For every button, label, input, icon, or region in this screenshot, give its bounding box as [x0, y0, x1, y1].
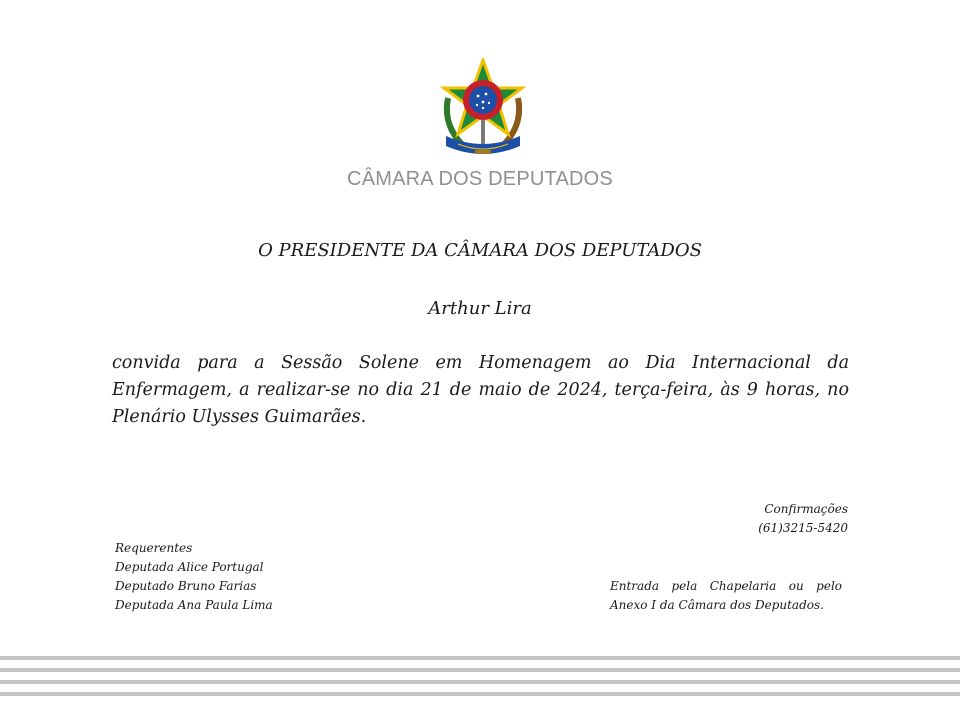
confirmations-phone: (61)3215-5420: [758, 521, 848, 535]
president-name: Arthur Lira: [428, 298, 532, 319]
confirmations-label: Confirmações: [764, 502, 848, 516]
entrance-info: Entrada pela Chapelaria ou pelo Anexo I da Câmara dos Deputados.: [610, 579, 842, 612]
org-name: CÂMARA DOS DEPUTADOS: [347, 168, 613, 190]
confirmations-block: [758, 500, 848, 538]
invitation-title: O PRESIDENTE DA CÂMARA DOS DEPUTADOS: [258, 240, 702, 261]
brazil-coat-of-arms-icon: [438, 58, 528, 162]
footer-stripe: [0, 668, 960, 672]
requester-name: Deputada Ana Paula Lima: [115, 598, 273, 612]
requester-name: Deputado Bruno Farias: [115, 579, 257, 593]
footer-stripe: [0, 692, 960, 696]
footer-stripe: [0, 680, 960, 684]
invitation-body: convida para a Sessão Solene em Homenagem ao Dia Internacional da Enfermagem, a realizar-se no dia 21 de maio de 2024, terça-feira, às 9 horas, no Plenário Ulysses Guimarães.: [112, 353, 849, 427]
footer-stripe: [0, 656, 960, 660]
requesters-label: Requerentes: [115, 541, 193, 555]
requester-name: Deputada Alice Portugal: [115, 560, 264, 574]
requesters-block: [115, 539, 273, 615]
